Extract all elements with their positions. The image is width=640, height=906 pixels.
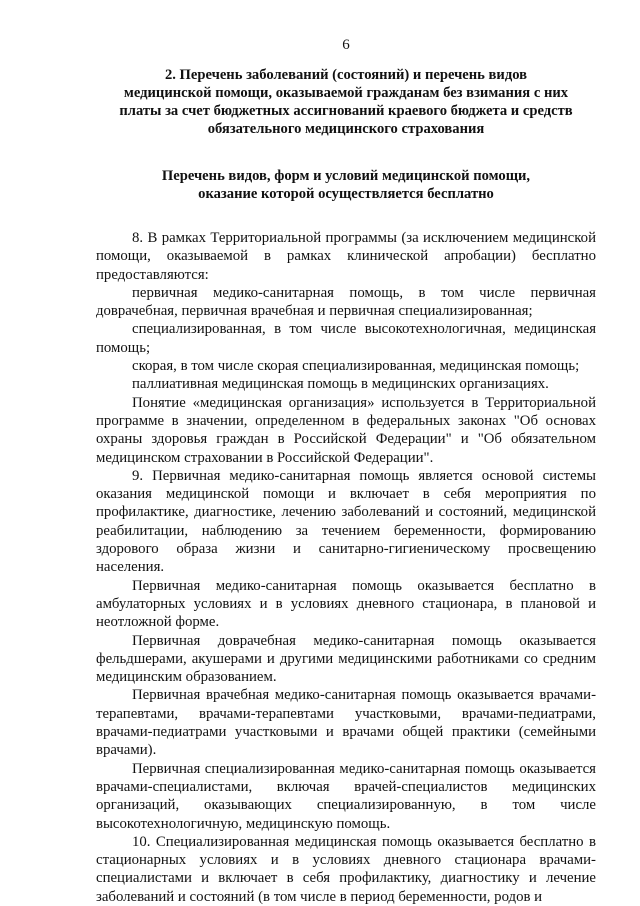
paragraph-emergency-care: скорая, в том числе скорая специализированная, медицинская помощь; (132, 358, 580, 375)
page-number: 6 (342, 37, 350, 53)
paragraph-10: 10. Специализированная медицинская помощь оказывается бесплатно в стационарных условиях и в условиях дневного стационара врачами-специалистами и включает в себя профилактику, диагностику и лечение заболеваний и состояний (в том числе в период беременности, родов и (96, 833, 596, 905)
body-text (96, 229, 596, 906)
paragraph-primary-care: первичная медико-санитарная помощь, в том числе первичная доврачебная, первичная врачебная и первичная специализированная; (96, 284, 596, 320)
section-title-line: платы за счет бюджетных ассигнований краевого бюджета и средств (119, 103, 573, 119)
paragraph-primary-free: Первичная медико-санитарная помощь оказывается бесплатно в амбулаторных условиях и в условиях дневного стационара, в плановой и неотложной форме. (96, 577, 596, 631)
section-title-line: медицинской помощи, оказываемой гражданам без взимания с них (123, 85, 569, 101)
sub-title-line: оказание которой осуществляется бесплатно (198, 186, 494, 202)
section-title (96, 66, 596, 138)
sub-title (96, 167, 596, 203)
paragraph-primary-prephysician: Первичная доврачебная медико-санитарная помощь оказывается фельдшерами, акушерами и другими медицинскими работниками со средним медицинским образованием. (96, 632, 596, 686)
paragraph-8-intro: 8. В рамках Территориальной программы (за исключением медицинской помощи, оказываемой в рамках клинической апробации) бесплатно предоставляются: (96, 230, 596, 283)
document-page (96, 36, 596, 906)
paragraph-palliative-care: паллиативная медицинская помощь в медицинских организациях. (132, 376, 549, 393)
sub-title-line: Перечень видов, форм и условий медицинской помощи, (161, 168, 531, 184)
paragraph-9: 9. Первичная медико-санитарная помощь является основой системы оказания медицинской помощи и включает в себя мероприятия по профилактике, диагностике, лечению заболеваний и состояний, медицинской реабилитации, наблюдению за течением беременности, формированию здорового образа жизни и санитарно-гигиеническому просвещению населения. (96, 467, 596, 576)
paragraph-medical-organization: Понятие «медицинская организация» используется в Территориальной программе в значении, определенном в федеральных законах "Об основах охраны здоровья граждан в Российской Федерации" и "Об обязательном медицинском страховании в Российской Федерации". (96, 394, 596, 466)
section-title-line: 2. Перечень заболеваний (состояний) и перечень видов (164, 67, 528, 83)
paragraph-primary-physician: Первичная врачебная медико-санитарная помощь оказывается врачами-терапевтами, врачами-терапевтами участковыми, врачами-педиатрами, врачами-педиатрами участковыми и врачами общей практики (семейными врачами). (96, 687, 596, 759)
paragraph-primary-specialized: Первичная специализированная медико-санитарная помощь оказывается врачами-специалистами, включая врачей-специалистов медицинских организаций, оказывающих специализированную, в том числе высокотехнологичную, медицинскую помощь. (96, 760, 596, 832)
section-title-line: обязательного медицинского страхования (207, 121, 485, 137)
paragraph-specialized-care: специализированная, в том числе высокотехнологичная, медицинская помощь; (96, 321, 596, 356)
